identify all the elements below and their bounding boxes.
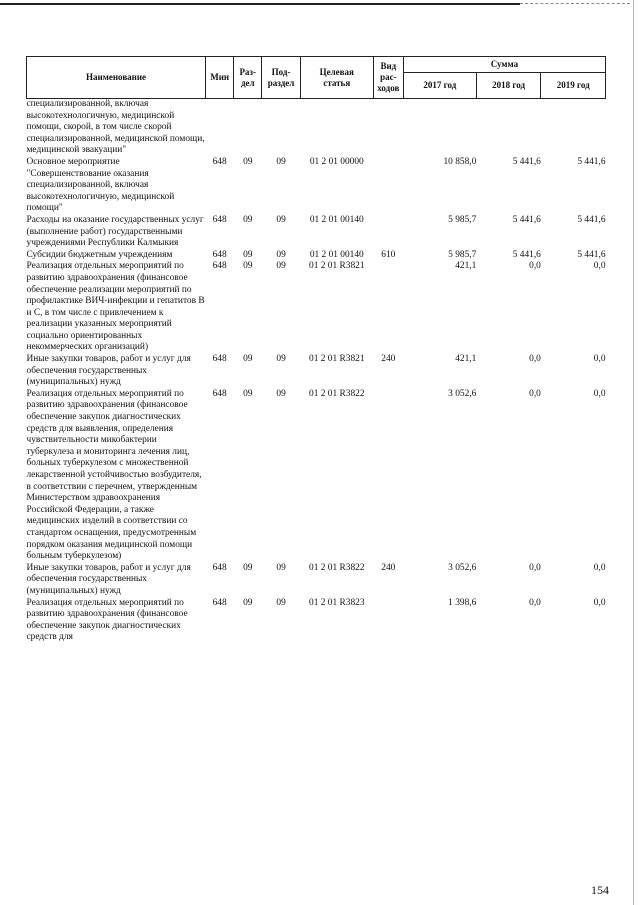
page-number: 154 xyxy=(591,883,609,897)
table-row xyxy=(27,215,606,250)
row-ministry: 648 xyxy=(212,261,227,272)
table-row xyxy=(27,389,606,563)
scan-right-edge xyxy=(633,0,634,905)
row-subsection xyxy=(262,99,301,157)
row-ministry: 648 xyxy=(212,354,227,365)
row-expense-type xyxy=(373,261,403,354)
row-subsection: 09 xyxy=(276,562,286,573)
row-sum-2019: 5 441,6 xyxy=(577,214,606,225)
row-target-article: 01 2 01 00000 xyxy=(309,156,364,167)
row-name: Иные закупки товаров, работ и услуг для обеспечения государственных (муниципальных) нужд xyxy=(26,354,191,388)
row-target-article: 01 2 01 R3821 xyxy=(309,354,365,365)
row-sum-2018: 0,0 xyxy=(529,388,541,399)
row-ministry: 648 xyxy=(212,214,227,225)
row-sum-2017: 3 052,6 xyxy=(448,562,477,573)
row-name: Иные закупки товаров, работ и услуг для обеспечения государственных (муниципальных) нужд xyxy=(26,562,191,596)
row-subsection: 09 xyxy=(276,214,286,225)
row-sum-2018: 0,0 xyxy=(529,597,541,608)
table-row xyxy=(27,563,606,598)
row-subsection: 09 xyxy=(276,354,286,365)
budget-table xyxy=(26,56,606,644)
header-2019: 2019 год xyxy=(541,73,606,99)
row-target-article xyxy=(300,99,373,157)
row-subsection: 09 xyxy=(276,388,286,399)
row-target-article: 01 2 01 00140 xyxy=(309,249,364,260)
row-ministry: 648 xyxy=(212,597,227,608)
table-row xyxy=(27,99,606,157)
row-ministry: 648 xyxy=(212,562,227,573)
row-section: 09 xyxy=(243,261,253,272)
row-name: Реализация отдельных мероприятий по развитию здравоохранения (финансовое обеспечение закупок диагностических средств для xyxy=(26,597,188,643)
header-ministry: Мин xyxy=(206,57,234,99)
row-expense-type xyxy=(373,598,403,644)
row-section: 09 xyxy=(243,562,253,573)
row-sum-2018: 5 441,6 xyxy=(512,214,541,225)
header-section: Раз- дел xyxy=(234,57,262,99)
row-sum-2017: 5 985,7 xyxy=(448,214,477,225)
row-sum-2017: 10 858,0 xyxy=(443,156,477,167)
row-sum-2019: 5 441,6 xyxy=(577,249,606,260)
row-ministry xyxy=(206,99,234,157)
row-sum-2018: 5 441,6 xyxy=(512,249,541,260)
row-expense-type xyxy=(373,389,403,563)
table-row xyxy=(27,250,606,262)
row-sum-2017: 421,1 xyxy=(455,261,477,272)
row-ministry: 648 xyxy=(212,156,227,167)
scan-top-edge xyxy=(0,3,520,5)
row-section: 09 xyxy=(243,597,253,608)
row-expense-type: 240 xyxy=(381,562,396,573)
row-name: Субсидии бюджетным учреждениям xyxy=(26,249,173,260)
row-name: Реализация отдельных мероприятий по развитию здравоохранения (финансовое обеспечение закупок диагностических средств для выявления, определения чувствительности микобактерии туберкулеза и мониторинга лечения лиц, больных туберкулезом с множественной лекарственной устойчивостью возбудителя, в соответствии с перечнем, утвержденным Министерством здравоохранения Российской Федерации, а также медицинских изделий в соответствии со стандартом оснащения, предусмотренным порядком оказания медицинской помощи больным туберкулезом) xyxy=(26,388,202,562)
header-subsection: Под- раздел xyxy=(262,57,301,99)
header-sum: Сумма xyxy=(403,57,605,73)
row-expense-type: 610 xyxy=(381,249,396,260)
row-sum-2019: 0,0 xyxy=(593,261,606,272)
header-target-article: Целевая статья xyxy=(300,57,373,99)
row-sum-2019: 0,0 xyxy=(593,597,606,608)
row-sum-2018: 0,0 xyxy=(529,562,541,573)
row-target-article: 01 2 01 R3821 xyxy=(309,261,365,272)
row-sum-2018: 5 441,6 xyxy=(512,156,541,167)
header-2018: 2018 год xyxy=(476,73,541,99)
row-sum-2017: 3 052,6 xyxy=(448,388,477,399)
row-target-article: 01 2 01 R3822 xyxy=(309,562,365,573)
table-body xyxy=(27,99,606,644)
row-sum-2019 xyxy=(541,99,606,157)
table-row xyxy=(27,261,606,354)
row-target-article: 01 2 01 R3822 xyxy=(309,388,365,399)
row-subsection: 09 xyxy=(276,249,286,260)
row-name: специализированной, включая высокотехнологичную, медицинской помощи, скорой, в том числе скорой специализированной, медицинской помощи, медицинской эвакуации" xyxy=(26,99,205,156)
row-sum-2019: 0,0 xyxy=(593,562,606,573)
table-row xyxy=(27,354,606,389)
header-name: Наименование xyxy=(27,57,206,99)
row-expense-type: 240 xyxy=(381,354,396,365)
row-sum-2017: 1 398,6 xyxy=(448,597,477,608)
row-section: 09 xyxy=(243,388,253,399)
row-target-article: 01 2 01 00140 xyxy=(309,214,364,225)
row-name: Расходы на оказание государственных услуг (выполнение работ) государственными учреждениями Республики Калмыкия xyxy=(26,214,204,249)
header-expense-type: Вид рас- ходов xyxy=(373,57,403,99)
row-expense-type xyxy=(373,215,403,250)
row-subsection: 09 xyxy=(276,261,286,272)
row-sum-2019: 5 441,6 xyxy=(577,156,606,167)
row-expense-type xyxy=(373,99,403,157)
row-name: Реализация отдельных мероприятий по развитию здравоохранения (финансовое обеспечение реализации мероприятий по профилактике ВИЧ-инфекции и гепатитов В и С, в том числе с привлечением к реализации указанных мероприятий социально ориентированных некоммерческих организаций) xyxy=(26,261,205,353)
row-sum-2019: 0,0 xyxy=(593,354,606,365)
table-row xyxy=(27,157,606,215)
table-row xyxy=(27,598,606,644)
row-sum-2017: 421,1 xyxy=(455,354,477,365)
row-sum-2019: 0,0 xyxy=(593,388,606,399)
row-subsection: 09 xyxy=(276,597,286,608)
row-name: Основное мероприятие "Совершенствование оказания специализированной, включая высокотехнологичную, медицинской помощи" xyxy=(26,156,175,214)
row-subsection: 09 xyxy=(276,156,286,167)
row-expense-type xyxy=(373,157,403,215)
row-section: 09 xyxy=(243,156,253,167)
row-sum-2018: 0,0 xyxy=(529,261,541,272)
row-sum-2017 xyxy=(403,99,476,157)
row-section: 09 xyxy=(243,214,253,225)
row-target-article: 01 2 01 R3823 xyxy=(309,597,365,608)
row-section: 09 xyxy=(243,249,253,260)
header-2017: 2017 год xyxy=(403,73,476,99)
row-sum-2018 xyxy=(476,99,541,157)
row-sum-2018: 0,0 xyxy=(529,354,541,365)
row-sum-2017: 5 985,7 xyxy=(448,249,477,260)
row-ministry: 648 xyxy=(212,249,227,260)
row-section: 09 xyxy=(243,354,253,365)
scan-top-edge-faint xyxy=(520,3,630,5)
row-ministry: 648 xyxy=(212,388,227,399)
row-section xyxy=(234,99,262,157)
